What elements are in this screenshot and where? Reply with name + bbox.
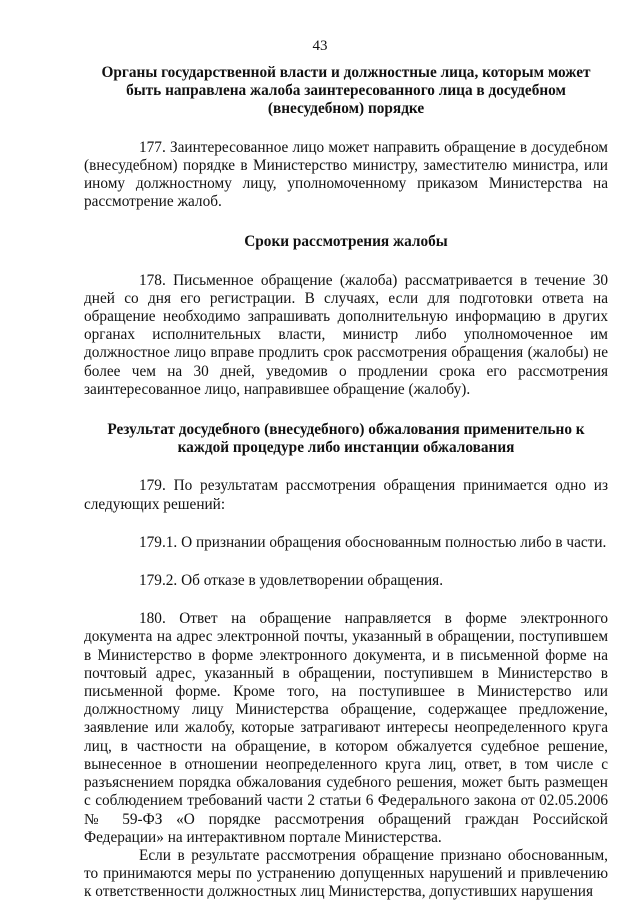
paragraph-180: 180. Ответ на обращение направляется в форме электронного документа на адрес электронной почты, указанный в обращении, поступившем в Министерство в форме электронного документа, и в письменной форме на почтовый адрес, указанный в обращении, поступившем в Министерство в письменной форме. Кроме того, на поступившее в Министерство или должностному лицу Министерства обращение, содержащее предложение, заявление или жалобу, которые затрагивают интересы неопределенного круга лиц, в частности на обращение, в котором обжалуется судебное решение, вынесенное в отношении неопределенного круга лиц, ответ, в том числе с разъяснением порядка обжалования судебного решения, может быть размещен с соблюдением требований части 2 статьи 6 Федерального закона от 02.05.2006 № 59-ФЗ «О порядке рассмотрения обращений граждан Российской Федерации» на интерактивном портале Министерства. <box>84 610 608 846</box>
paragraph-179: 179. По результатам рассмотрения обращения принимается одно из следующих решений: <box>84 477 608 513</box>
paragraph-177: 177. Заинтересованное лицо может направить обращение в досудебном (внесудебном) порядке в Министерство министру, заместителю министра, или иному должностному лицу, уполномоченному приказом Министерства на рассмотрение жалоб. <box>84 138 608 211</box>
section-heading-result: Результат досудебного (внесудебного) обжалования применительно к каждой процедуре либо инстанции обжалования <box>107 421 585 457</box>
paragraph-179-1: 179.1. О признании обращения обоснованным полностью либо в части. <box>139 533 607 551</box>
section-heading-authorities: Органы государственной власти и должностные лица, которым может быть направлена жалоба заинтересованного лица в досудебном (внесудебном) порядке <box>101 64 591 118</box>
paragraph-178: 178. Письменное обращение (жалоба) рассматривается в течение 30 дней со дня его регистрации. В случаях, если для подготовки ответа на обращение необходимо запрашивать дополнительную информацию в других органах исполнительных власти, министр либо уполномоченное им должностное лицо вправе продлить срок рассмотрения обращения (жалобы) не более чем на 30 дней, уведомив о продлении срока его рассмотрения заинтересованное лицо, направившее обращение (жалобу). <box>84 271 608 398</box>
paragraph-final: Если в результате рассмотрения обращение признано обоснованным, то принимаются меры по устранению допущенных нарушений и привлечению к ответственности должностных лиц Министерства, допустивших нарушения <box>84 846 608 901</box>
page-number: 43 <box>312 38 328 54</box>
section-heading-terms: Сроки рассмотрения жалобы <box>244 233 448 251</box>
paragraph-179-2: 179.2. Об отказе в удовлетворении обращения. <box>139 572 444 590</box>
document-body <box>84 64 608 902</box>
